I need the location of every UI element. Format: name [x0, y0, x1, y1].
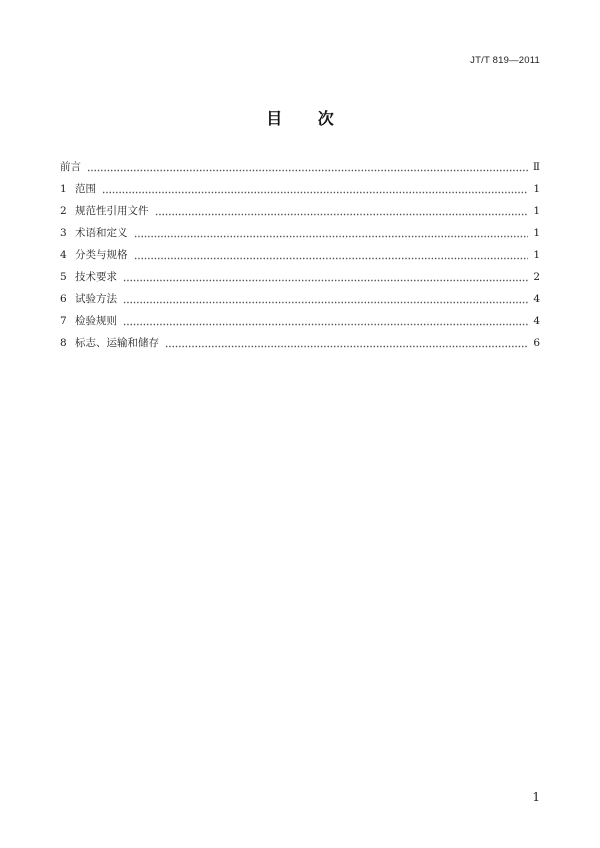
toc-entry-number: 8 [60, 337, 67, 349]
toc-entry-number: 7 [60, 315, 67, 327]
toc-leader-dots [102, 191, 528, 194]
toc-entry-1 [60, 178, 540, 200]
toc-entry-label: 试验方法 [75, 293, 117, 305]
toc-entry-page: 4 [533, 293, 540, 305]
toc-entry-label: 标志、运输和储存 [75, 337, 159, 349]
toc-leader-dots [155, 213, 529, 216]
toc-entry-page: 2 [533, 271, 540, 283]
toc-entry-label: 术语和定义 [75, 227, 128, 239]
toc-leader-dots [134, 235, 529, 238]
toc-entry-number: 2 [60, 205, 67, 217]
toc-leader-dots [165, 345, 528, 348]
toc-entry-3 [60, 222, 540, 244]
toc-entry-page: 6 [533, 337, 540, 349]
toc-entry-label: 分类与规格 [75, 249, 128, 261]
toc-entry-label: 规范性引用文件 [75, 205, 149, 217]
toc-entry-page: 1 [533, 249, 540, 261]
footer-page-number: 1 [532, 790, 540, 804]
toc-entry-label: 范围 [75, 183, 96, 195]
table-of-contents [60, 156, 540, 354]
standard-code: JT/T 819—2011 [470, 55, 540, 66]
toc-entry-2 [60, 200, 540, 222]
toc-leader-dots [123, 279, 528, 282]
toc-entry-label: 技术要求 [75, 271, 117, 283]
toc-entry-page: 1 [533, 183, 540, 195]
toc-entry-number: 3 [60, 227, 67, 239]
toc-leader-dots [123, 323, 528, 326]
toc-leader-dots [134, 257, 529, 260]
toc-entry-number: 1 [60, 183, 67, 195]
toc-entry-5 [60, 266, 540, 288]
toc-entry-number: 5 [60, 271, 67, 283]
toc-entry-6 [60, 288, 540, 310]
toc-leader-dots [123, 301, 528, 304]
toc-entry-number: 4 [60, 249, 67, 261]
toc-entry-number: 6 [60, 293, 67, 305]
toc-entry-foreword [60, 156, 540, 178]
toc-leader-dots [87, 169, 528, 172]
toc-entry-page: 1 [533, 227, 540, 239]
toc-entry-label: 检验规则 [75, 315, 117, 327]
toc-entry-4 [60, 244, 540, 266]
toc-entry-page: 1 [533, 205, 540, 217]
toc-entry-7 [60, 310, 540, 332]
toc-entry-page: 4 [533, 315, 540, 327]
toc-entry-8 [60, 332, 540, 354]
toc-entry-page: Ⅱ [532, 161, 540, 173]
page-title: 目 次 [266, 109, 334, 128]
toc-entry-label: 前言 [60, 161, 81, 173]
